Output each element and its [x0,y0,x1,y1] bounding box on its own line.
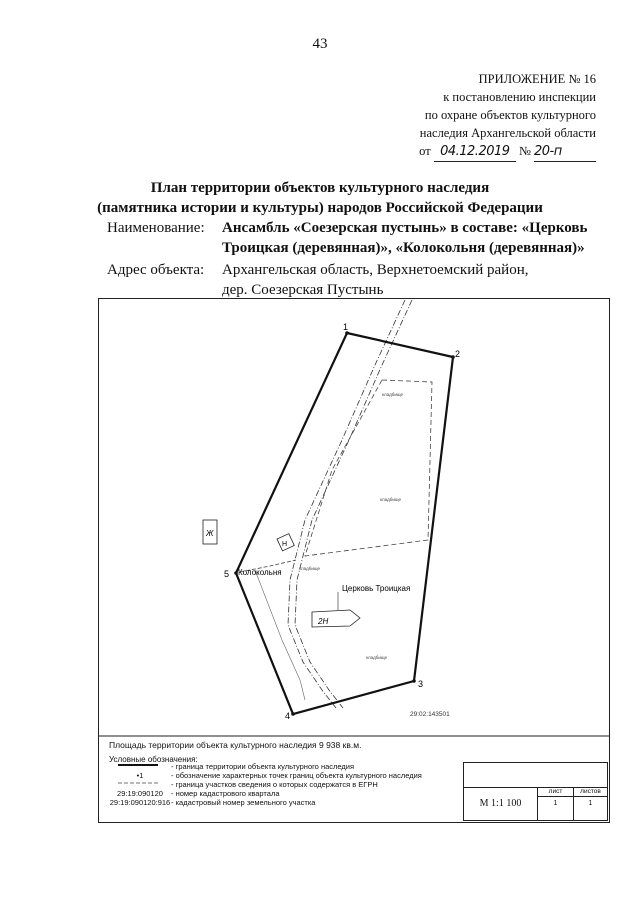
church-code: 2Н [318,617,329,626]
cemetery-label-2: кладбище [380,497,402,502]
legend-item [109,798,315,807]
cemetery-outline [305,380,432,556]
cemetery-label-1: кладбище [382,392,404,397]
title-line-2: (памятника истории и культуры) народов Российской Федерации [97,200,543,216]
point-label-4: 4 [285,711,291,721]
legend-text: - обозначение характерных точек границ объекта культурного наследия [171,771,422,780]
title-block [463,762,608,821]
point-label-5: 5 [224,569,230,579]
sheets-count: 1 [573,796,608,821]
heritage-boundary [236,333,453,714]
church-label: Церковь Троицкая [342,584,411,593]
bell-tower-label: Колокольня [238,568,282,577]
address-line-2: дер. Соезерская Пустынь [222,282,384,298]
legend-text: - граница участков сведения о которых содержатся в ЕГРН [171,780,378,789]
page-number: 43 [312,36,328,52]
number-prefix: № [518,144,531,158]
boundary-point-3 [412,679,416,683]
legend-text: - кадастровый номер земельного участка [171,798,316,807]
road-edge-left [288,300,405,708]
appendix-line-3: наследия Архангельской области [419,126,596,140]
appendix-line-1: к постановлению инспекции [443,90,596,104]
name-label: Наименование: [107,220,205,236]
area-text: Площадь территории объекта культурного наследия 9 938 кв.м. [109,740,362,750]
house-code: Ж [206,529,214,538]
date-value: 04.12.2019 [434,143,516,162]
legend-item [109,762,354,771]
cemetery-label-4: кладбище [366,655,388,660]
name-line-1: Ансамбль «Соезерская пустынь» в составе: «Церковь [222,220,588,236]
legend-symbol: 29:19:090120 [117,789,163,798]
date-prefix: от [419,144,431,158]
point-label-3: 3 [418,679,424,689]
legend-title: Условные обозначения: [109,755,198,764]
legend-item [109,771,422,780]
legend-text: - номер кадастрового квартала [171,789,280,798]
point-label-2: 2 [455,349,461,359]
point-label-1: 1 [343,322,349,332]
address-line-1: Архангельская область, Верхнетоемский район, [222,262,529,278]
boundary-point-4 [291,712,295,716]
legend-item [109,789,280,798]
legend-text: - граница территории объекта культурного наследия [171,762,355,771]
sheet-label: лист [537,787,574,797]
appendix-title: ПРИЛОЖЕНИЕ № 16 [478,72,596,86]
legend-symbol: •1 [136,771,144,780]
title-line-1: План территории объектов культурного наследия [150,180,490,196]
legend-symbol: 29:19:090120:916 [109,798,171,807]
cemetery-label-3: кладбище [299,566,321,571]
sheet-number: 1 [537,796,574,821]
name-line-2: Троицкая (деревянная)», «Колокольня (деревянная)» [222,240,585,256]
title-block-top [463,762,608,788]
scale-cell: М 1:1 100 [463,787,538,821]
sheets-label: листов [573,787,608,797]
number-value: 20-п [534,143,596,162]
bell-tower-code: Н [282,541,288,548]
address-label: Адрес объекта: [107,262,205,278]
appendix-line-2: по охране объектов культурного [424,108,596,122]
cadastral-quarter-code: 29:02:143501 [410,711,450,718]
legend-item [109,780,378,789]
